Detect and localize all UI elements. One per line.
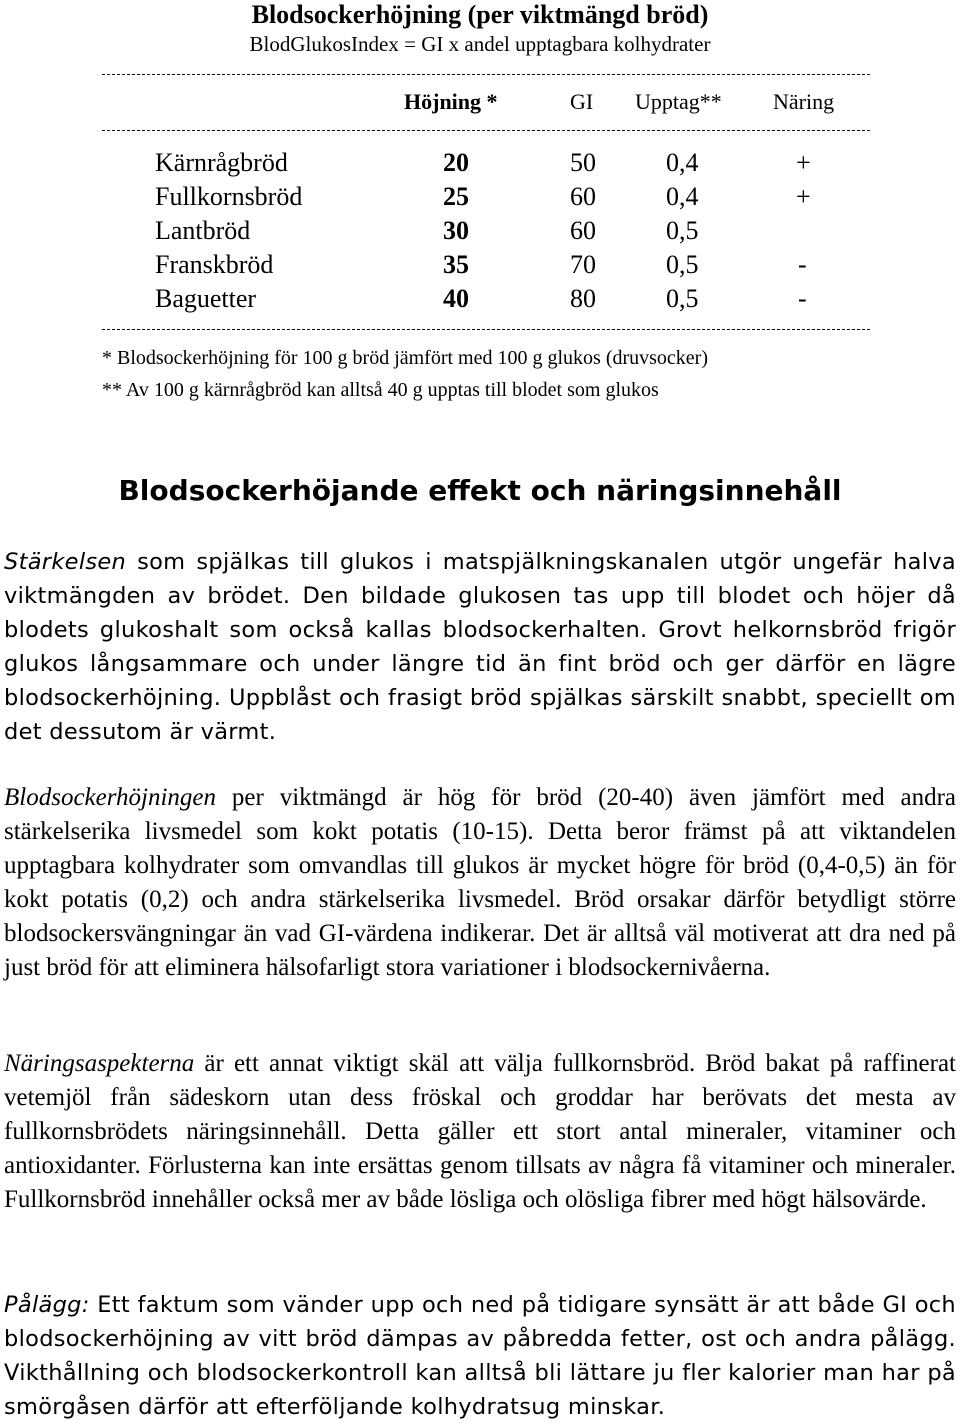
table-row bbox=[0, 182, 960, 216]
table-row bbox=[0, 250, 960, 284]
naring-value: + bbox=[796, 148, 811, 177]
upptag-value: 0,4 bbox=[666, 182, 699, 211]
upptag-value: 0,5 bbox=[666, 250, 699, 279]
header-hojning: Höjning * bbox=[404, 89, 498, 114]
bread-name: Franskbröd bbox=[155, 250, 274, 279]
bread-name: Baguetter bbox=[155, 284, 257, 313]
naring-value: + bbox=[796, 182, 811, 211]
gi-value: 60 bbox=[570, 182, 596, 211]
divider bbox=[102, 130, 870, 131]
naring-value: - bbox=[798, 250, 807, 279]
divider bbox=[102, 74, 870, 75]
paragraph-lead: Stärkelsen bbox=[4, 549, 127, 575]
hojning-value: 35 bbox=[443, 250, 469, 279]
gi-value: 80 bbox=[570, 284, 596, 313]
header-upptag: Upptag** bbox=[635, 89, 722, 114]
bread-name: Lantbröd bbox=[155, 216, 251, 245]
section-heading: Blodsockerhöjande effekt och näringsinnehåll bbox=[118, 474, 842, 507]
paragraph-starkelse bbox=[4, 545, 956, 749]
table-row bbox=[0, 148, 960, 182]
paragraph-lead: Blodsockerhöjningen bbox=[4, 784, 216, 811]
gi-value: 70 bbox=[570, 250, 596, 279]
upptag-value: 0,5 bbox=[666, 216, 699, 245]
upptag-value: 0,5 bbox=[666, 284, 699, 313]
gi-value: 50 bbox=[570, 148, 596, 177]
footnote-hojning: * Blodsockerhöjning för 100 g bröd jämfört med 100 g glukos (druvsocker) bbox=[102, 347, 709, 369]
table-row bbox=[0, 284, 960, 318]
paragraph-naringsaspekter bbox=[4, 1047, 956, 1217]
paragraph-body: är ett annat viktigt skäl att välja fullkornsbröd. Bröd bakat på raffinerat vetemjöl från sädeskorn utan dess fröskal och groddar har berövats det mesta av fullkornsbrödets näringsinnehåll. Detta gäller ett stort antal mineraler, vitaminer och antioxidanter. Förlusterna kan inte ersättas genom tillsats av några få vitaminer och mineraler. Fullkornsbröd innehåller också mer av både lösliga och olösliga fibrer med högt hälsovärde. bbox=[4, 1050, 956, 1213]
table-row bbox=[0, 216, 960, 250]
bread-name: Kärnrågbröd bbox=[155, 148, 288, 177]
paragraph-body: Ett faktum som vänder upp och ned på tidigare synsätt är att både GI och blodsockerhöjning av vitt bröd dämpas av påbredda fetter, ost och andra pålägg. Vikthållning och blodsockerkontroll kan alltså bli lättare ju fler kalorier man har på smörgåsen därför att efterföljande kolhydratsug minskar. bbox=[4, 1292, 956, 1420]
paragraph-palagg bbox=[4, 1288, 956, 1424]
header-gi: GI bbox=[570, 89, 594, 114]
divider bbox=[102, 329, 870, 330]
paragraph-lead: Näringsaspekterna bbox=[4, 1050, 195, 1077]
gi-value: 60 bbox=[570, 216, 596, 245]
formula-subtitle: BlodGlukosIndex = GI x andel upptagbara kolhydrater bbox=[249, 32, 711, 56]
bread-name: Fullkornsbröd bbox=[155, 182, 303, 211]
hojning-value: 25 bbox=[443, 182, 469, 211]
upptag-value: 0,4 bbox=[666, 148, 699, 177]
paragraph-lead: Pålägg: bbox=[4, 1292, 90, 1318]
hojning-value: 40 bbox=[443, 284, 469, 313]
header-naring: Näring bbox=[773, 89, 835, 114]
paragraph-blodsockerhojning bbox=[4, 781, 956, 985]
hojning-value: 30 bbox=[443, 216, 469, 245]
paragraph-body: per viktmängd är hög för bröd (20-40) även jämfört med andra stärkelserika livsmedel som kokt potatis (10-15). Detta beror främst på att viktandelen upptagbara kolhydrater som omvandlas till glukos är mycket högre för bröd (0,4-0,5) än för kokt potatis (0,2) och andra stärkelserika livsmedel. Bröd orsakar därför betydligt större blodsockersvängningar än vad GI-värdena indikerar. Det är alltså väl motiverat att dra ned på just bröd för att eliminera hälsofarligt stora variationer i blodsockernivåerna. bbox=[4, 784, 956, 981]
paragraph-body: som spjälkas till glukos i matspjälkningskanalen utgör ungefär halva viktmängden av brödet. Den bildade glukosen tas upp till blodet och höjer då blodets glukoshalt som också kallas blodsockerhalten. Grovt helkornsbröd frigör glukos långsammare och under längre tid än fint bröd och ger därför en lägre blodsockerhöjning. Uppblåst och frasigt bröd spjälkas särskilt snabbt, speciellt om det dessutom är värmt. bbox=[4, 549, 956, 745]
naring-value: - bbox=[798, 284, 807, 313]
page-title: Blodsockerhöjning (per viktmängd bröd) bbox=[251, 0, 709, 29]
footnote-upptag: ** Av 100 g kärnrågbröd kan alltså 40 g upptas till blodet som glukos bbox=[102, 379, 659, 401]
hojning-value: 20 bbox=[443, 148, 469, 177]
